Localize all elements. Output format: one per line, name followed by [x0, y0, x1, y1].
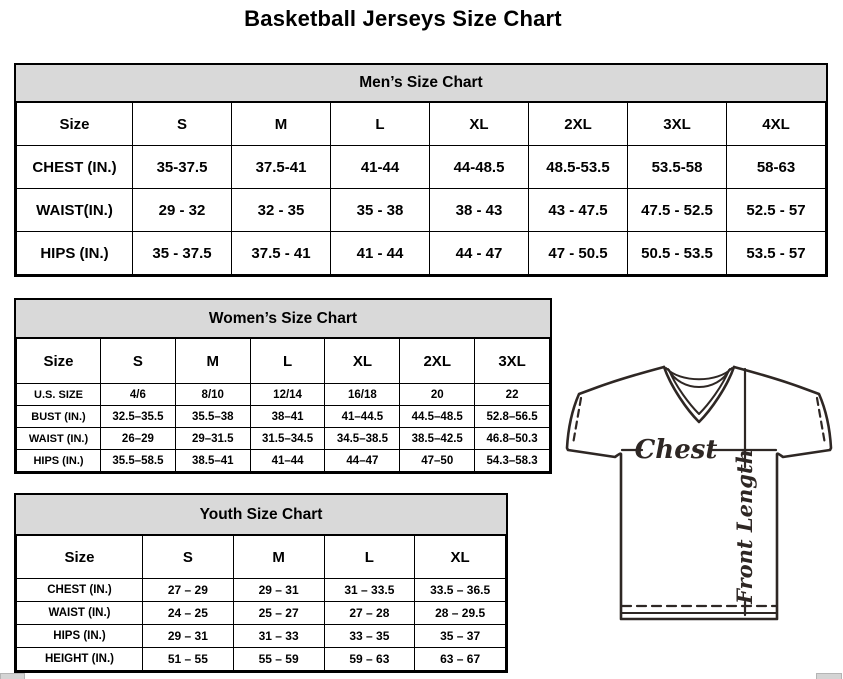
- size-header-row: [17, 536, 506, 579]
- size-value: 32.5–35.5: [101, 406, 176, 428]
- mens-size-table: [16, 102, 826, 275]
- size-value: 41 - 44: [331, 232, 430, 275]
- row-label: HIPS (IN.): [17, 625, 143, 648]
- size-value: 35-37.5: [133, 146, 232, 189]
- chest-label: Chest: [634, 435, 718, 465]
- size-value: 44 - 47: [430, 232, 529, 275]
- measurement-row: [17, 384, 550, 406]
- size-value: 59 – 63: [324, 648, 415, 671]
- row-label: HIPS (IN.): [17, 450, 101, 472]
- size-value: 34.5–38.5: [325, 428, 400, 450]
- size-value: 52.5 - 57: [727, 189, 826, 232]
- measurement-row: [17, 146, 826, 189]
- column-header: M: [232, 103, 331, 146]
- column-header: L: [324, 536, 415, 579]
- size-value: 52.8–56.5: [475, 406, 550, 428]
- size-value: 50.5 - 53.5: [628, 232, 727, 275]
- size-value: 20: [400, 384, 475, 406]
- column-header: S: [101, 339, 176, 384]
- column-header: 4XL: [727, 103, 826, 146]
- measurement-row: [17, 450, 550, 472]
- column-header: S: [133, 103, 232, 146]
- measurement-row: [17, 625, 506, 648]
- measurement-row: [17, 232, 826, 275]
- size-value: 32 - 35: [232, 189, 331, 232]
- size-value: 26–29: [101, 428, 176, 450]
- size-value: 41–44: [250, 450, 325, 472]
- column-header: 2XL: [400, 339, 475, 384]
- measurement-row: [17, 406, 550, 428]
- size-value: 31 – 33.5: [324, 579, 415, 602]
- size-value: 28 – 29.5: [415, 602, 506, 625]
- size-value: 8/10: [175, 384, 250, 406]
- size-value: 54.3–58.3: [475, 450, 550, 472]
- size-value: 31.5–34.5: [250, 428, 325, 450]
- size-value: 16/18: [325, 384, 400, 406]
- column-header: 3XL: [475, 339, 550, 384]
- row-label: WAIST(IN.): [17, 189, 133, 232]
- row-label: HEIGHT (IN.): [17, 648, 143, 671]
- size-value: 44.5–48.5: [400, 406, 475, 428]
- size-value: 41-44: [331, 146, 430, 189]
- cropped-ui-fragment-right: [816, 673, 842, 679]
- size-value: 12/14: [250, 384, 325, 406]
- youth-size-table: [16, 535, 506, 671]
- column-header: XL: [415, 536, 506, 579]
- column-header: 2XL: [529, 103, 628, 146]
- size-value: 27 – 28: [324, 602, 415, 625]
- size-value: 35.5–38: [175, 406, 250, 428]
- column-header: L: [331, 103, 430, 146]
- column-header: Size: [17, 536, 143, 579]
- size-value: 35.5–58.5: [101, 450, 176, 472]
- row-label: HIPS (IN.): [17, 232, 133, 275]
- size-value: 38 - 43: [430, 189, 529, 232]
- youth-size-chart: [14, 493, 508, 673]
- size-value: 38.5–42.5: [400, 428, 475, 450]
- column-header: M: [175, 339, 250, 384]
- size-value: 38–41: [250, 406, 325, 428]
- jersey-outline: [567, 367, 831, 619]
- size-value: 41–44.5: [325, 406, 400, 428]
- row-label: CHEST (IN.): [17, 579, 143, 602]
- size-value: 35 - 37.5: [133, 232, 232, 275]
- column-header: XL: [430, 103, 529, 146]
- size-value: 46.8–50.3: [475, 428, 550, 450]
- youth-chart-title: Youth Size Chart: [16, 495, 506, 535]
- size-value: 29 – 31: [143, 625, 234, 648]
- column-header: XL: [325, 339, 400, 384]
- size-header-row: [17, 103, 826, 146]
- size-value: 53.5-58: [628, 146, 727, 189]
- size-value: 31 – 33: [233, 625, 324, 648]
- size-value: 35 - 38: [331, 189, 430, 232]
- size-value: 29 - 32: [133, 189, 232, 232]
- column-header: S: [143, 536, 234, 579]
- size-value: 37.5 - 41: [232, 232, 331, 275]
- column-header: L: [250, 339, 325, 384]
- row-label: BUST (IN.): [17, 406, 101, 428]
- womens-chart-title: Women’s Size Chart: [16, 300, 550, 338]
- column-header: Size: [17, 103, 133, 146]
- column-header: 3XL: [628, 103, 727, 146]
- size-value: 43 - 47.5: [529, 189, 628, 232]
- size-value: 25 – 27: [233, 602, 324, 625]
- size-value: 44–47: [325, 450, 400, 472]
- size-value: 48.5-53.5: [529, 146, 628, 189]
- measurement-row: [17, 648, 506, 671]
- mens-size-chart: [14, 63, 828, 277]
- size-value: 47–50: [400, 450, 475, 472]
- size-value: 33.5 – 36.5: [415, 579, 506, 602]
- row-label: WAIST (IN.): [17, 602, 143, 625]
- mens-chart-title: Men’s Size Chart: [16, 65, 826, 102]
- size-value: 55 – 59: [233, 648, 324, 671]
- row-label: U.S. SIZE: [17, 384, 101, 406]
- size-value: 51 – 55: [143, 648, 234, 671]
- measurement-row: [17, 189, 826, 232]
- jersey-measurement-diagram: [565, 362, 833, 631]
- page-title: Basketball Jerseys Size Chart: [244, 6, 562, 31]
- size-value: 44-48.5: [430, 146, 529, 189]
- measurement-row: [17, 602, 506, 625]
- measurement-row: [17, 579, 506, 602]
- size-value: 53.5 - 57: [727, 232, 826, 275]
- size-value: 29 – 31: [233, 579, 324, 602]
- size-value: 24 – 25: [143, 602, 234, 625]
- size-value: 47 - 50.5: [529, 232, 628, 275]
- size-header-row: [17, 339, 550, 384]
- row-label: WAIST (IN.): [17, 428, 101, 450]
- size-value: 22: [475, 384, 550, 406]
- size-value: 47.5 - 52.5: [628, 189, 727, 232]
- size-value: 58-63: [727, 146, 826, 189]
- size-value: 37.5-41: [232, 146, 331, 189]
- size-value: 38.5–41: [175, 450, 250, 472]
- womens-size-table: [16, 338, 550, 472]
- size-value: 29–31.5: [175, 428, 250, 450]
- size-value: 4/6: [101, 384, 176, 406]
- measurement-row: [17, 428, 550, 450]
- cropped-ui-fragment-left: [0, 673, 25, 679]
- size-value: 27 – 29: [143, 579, 234, 602]
- womens-size-chart: [14, 298, 552, 474]
- column-header: M: [233, 536, 324, 579]
- front-length-label: Front Length: [732, 449, 757, 604]
- size-value: 35 – 37: [415, 625, 506, 648]
- size-value: 63 – 67: [415, 648, 506, 671]
- row-label: CHEST (IN.): [17, 146, 133, 189]
- column-header: Size: [17, 339, 101, 384]
- size-value: 33 – 35: [324, 625, 415, 648]
